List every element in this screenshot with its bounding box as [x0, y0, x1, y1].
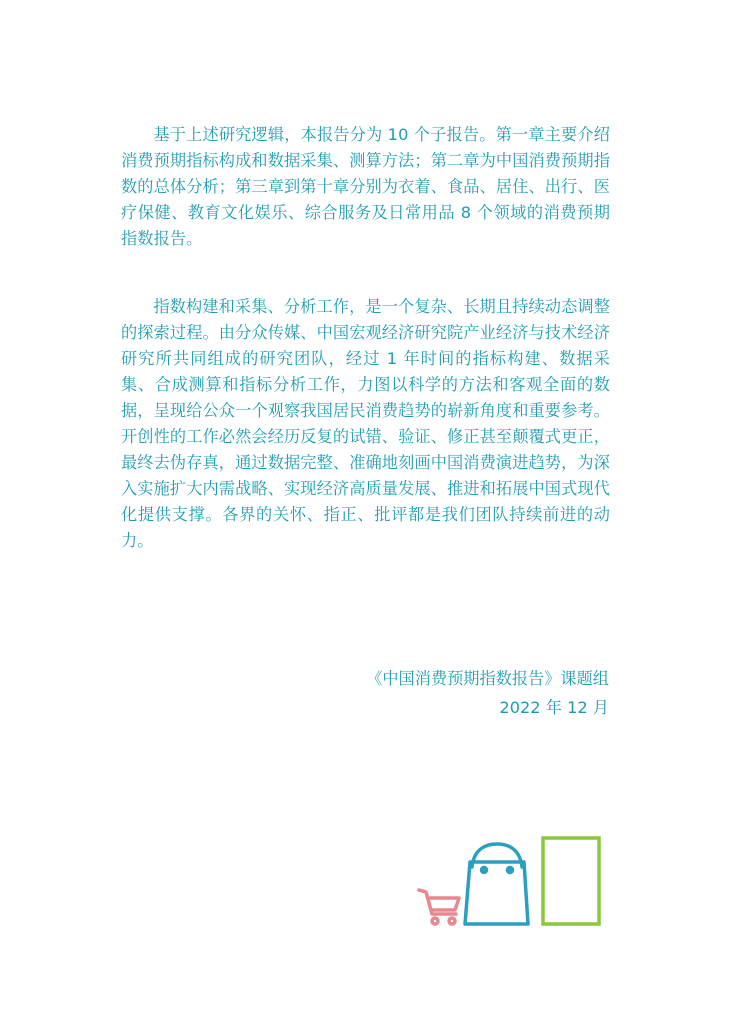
decor-svg [412, 830, 612, 930]
paragraph-2-text: 指数构建和采集、分析工作，是一个复杂、长期且持续动态调整的探索过程。由分众传媒、中国宏观经济研究院产业经济与技术经济研究所共同组成的研究团队，经过 1 年时间的指标构建、数据采集、合成测算和指标分析工作，力图以科学的方法和客观全面的数据，呈现给公众一个观察我国居民消费趋势的崭新角度和重要参考。开创性的工作必然会经历反复的试错、验证、修正甚至颠覆式更正，最终去伪存真，通过数据完整、准确地刻画中国消费演进趋势，为深入实施扩大内需战略、实现经济高质量发展、推进和拓展中国式现代化提供支撑。各界的关怀、指正、批评都是我们团队持续前进的动力。 [121, 297, 610, 550]
green-rectangle-icon [543, 838, 599, 924]
shopping-cart-icon [419, 890, 459, 924]
decorative-icons [412, 830, 612, 934]
signature-author: 《中国消费预期指数报告》课题组 [366, 669, 609, 688]
paragraph-1 [121, 122, 610, 252]
signature-date: 2022 年 12 月 [499, 698, 609, 717]
shopping-bag-icon [465, 844, 528, 924]
signature-block [366, 664, 609, 722]
paragraph-1-text: 基于上述研究逻辑，本报告分为 10 个子报告。第一章主要介绍消费预期指标构成和数据采集、测算方法；第二章为中国消费预期指数的总体分析；第三章到第十章分别为衣着、食品、居住、出行、医疗保健、教育文化娱乐、综合服务及日常用品 8 个领域的消费预期指数报告。 [121, 125, 610, 248]
paragraph-2 [121, 294, 610, 554]
